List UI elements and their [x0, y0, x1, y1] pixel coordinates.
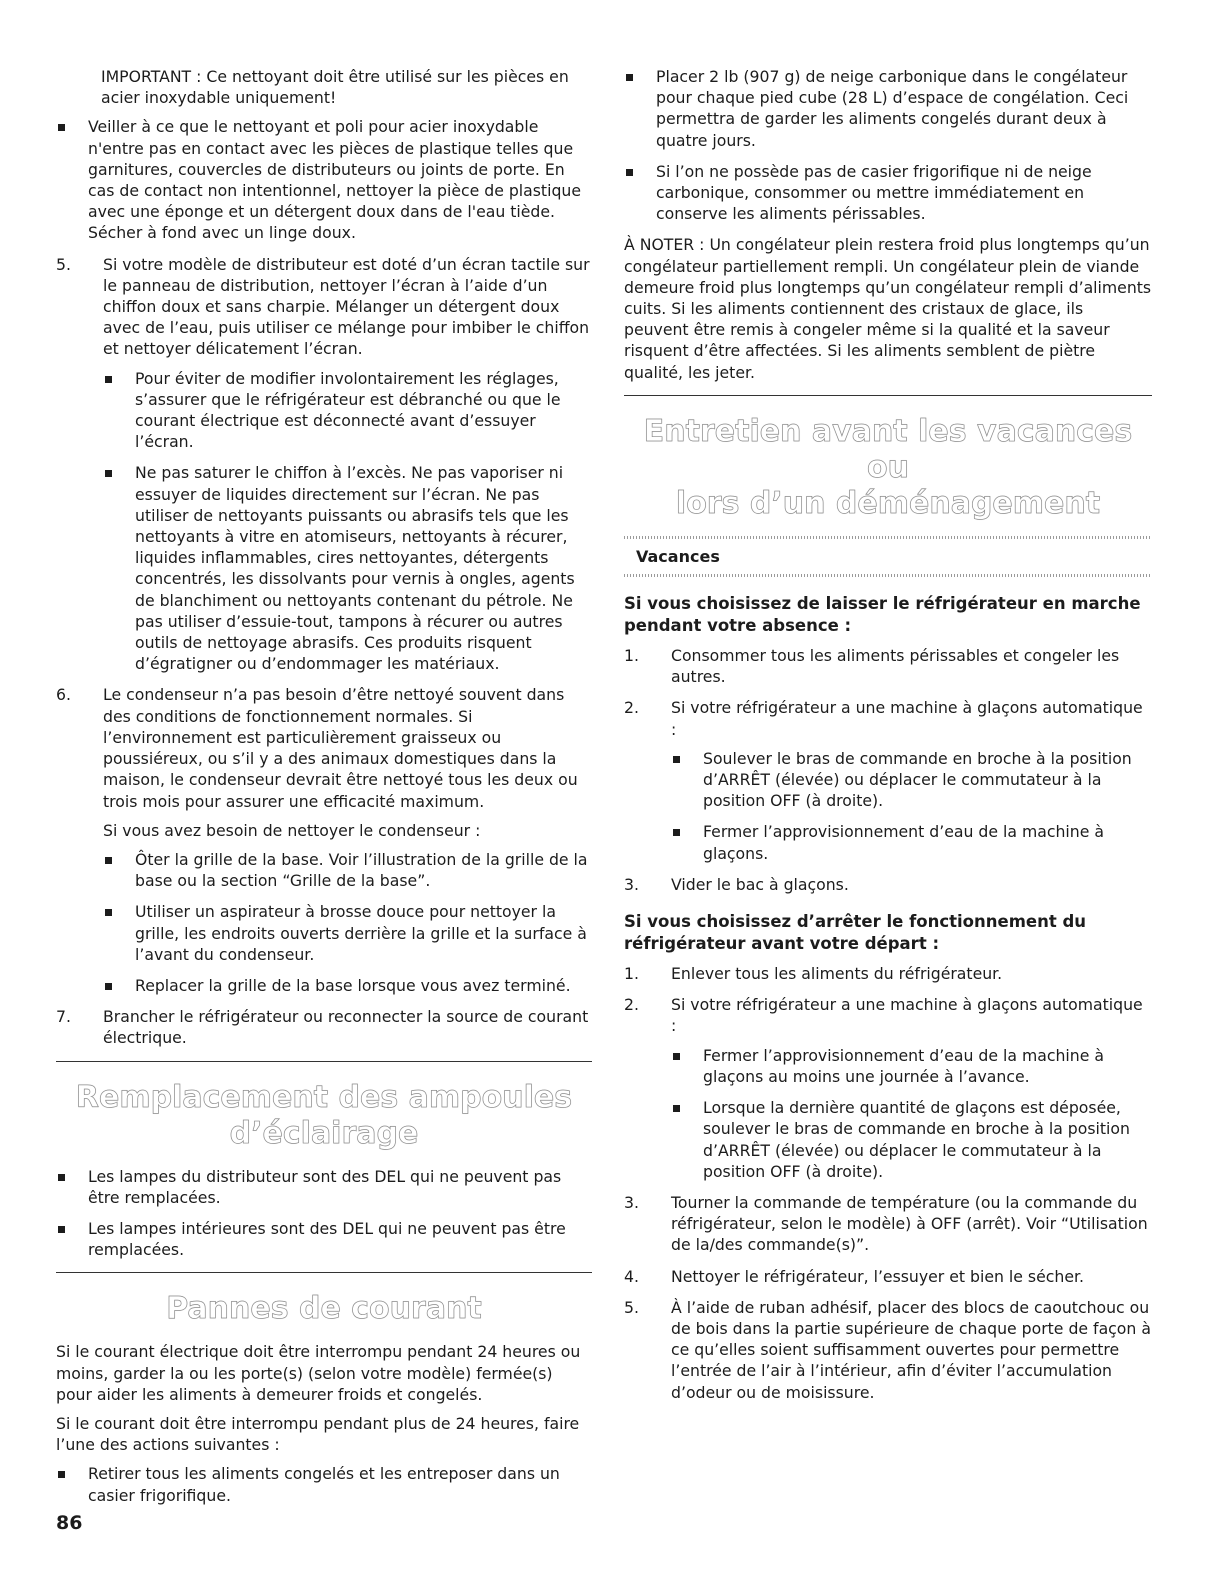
list-item: Retirer tous les aliments congelés et les entreposer dans un casier frigorifique. — [56, 1463, 592, 1505]
list-item — [624, 697, 1152, 863]
section-divider — [56, 1061, 592, 1062]
step-text: Si votre réfrigérateur a une machine à glaçons automatique : — [671, 995, 1143, 1036]
cleaning-steps — [56, 254, 592, 1049]
step-text: Tourner la commande de température (ou la commande du réfrigérateur, selon le modèle) à OFF (arrêt). Voir “Utilisation de la/des commande(s)”. — [671, 1192, 1148, 1255]
list-item: Veiller à ce que le nettoyant et poli pour acier inoxydable n'entre pas en contact avec les pièces de plastique telles que garnitures, couvercles de distributeurs ou joints de porte. En cas de contact non intentionnel, nettoyer la pièce de plastique avec une éponge et un détergent doux dans de l'eau tiède. Sécher à fond avec un linge doux. — [56, 116, 592, 243]
step-number: 3. — [624, 874, 639, 894]
stop-steps — [624, 963, 1152, 1403]
important-bullets — [56, 116, 592, 243]
lamps-section-title: Remplacement des ampoules d’éclairage — [75, 1079, 573, 1151]
step-text: Consommer tous les aliments périssables et congeler les autres. — [671, 646, 1120, 687]
list-item: Les lampes du distributeur sont des DEL qui ne peuvent pas être remplacées. — [56, 1166, 592, 1208]
power-bullets — [56, 1463, 592, 1505]
step-number: 1. — [624, 964, 639, 984]
step-number: 2. — [624, 995, 639, 1015]
list-item: Soulever le bras de commande en broche à la position d’ARRÊT (élevée) ou déplacer le commutateur à la position OFF (à droite). — [671, 748, 1152, 812]
step-5 — [56, 254, 592, 675]
step-text: Si votre réfrigérateur a une machine à glaçons automatique : — [671, 698, 1143, 739]
step-bullets — [103, 849, 592, 996]
list-item — [624, 1266, 1152, 1287]
step-7 — [56, 1006, 592, 1048]
list-item: Si l’on ne possède pas de casier frigorifique ni de neige carbonique, consommer ou mettre immédiatement en conserve les aliments périssables. — [624, 161, 1152, 225]
power-section-title: Pannes de courant — [166, 1291, 482, 1327]
vacation-section-title — [624, 414, 1152, 522]
section-divider — [56, 1272, 592, 1273]
step-number: 1. — [624, 646, 639, 666]
step-6 — [56, 684, 592, 996]
right-column — [624, 66, 1152, 1413]
step-bullets — [671, 748, 1152, 864]
title-line: Entretien avant les vacances ou — [643, 413, 1133, 485]
step-text: Brancher le réfrigérateur ou reconnecter la source de courant électrique. — [103, 1007, 589, 1048]
list-item: Les lampes intérieures sont des DEL qui ne peuvent pas être remplacées. — [56, 1218, 592, 1260]
step-number: 2. — [624, 698, 639, 718]
list-item: Pour éviter de modifier involontairement les réglages, s’assurer que le réfrigérateur est débranché ou que le courant électrique est déconnecté avant d’essuyer l’écran. — [103, 368, 592, 453]
freezer-note: À NOTER : Un congélateur plein restera froid plus longtemps qu’un congélateur partiellement rempli. Un congélateur plein de viande demeure froid plus longtemps qu’un congélateur rempli d’aliments cuits. Si les aliments contiennent des cristaux de glace, ils peuvent être remis à congeler même si la qualité et la saveur risquent d’être affectées. Si les aliments semblent de piètre qualité, les jeter. — [624, 235, 1152, 382]
list-item: Fermer l’approvisionnement d’eau de la machine à glaçons. — [671, 821, 1152, 863]
left-column — [56, 66, 592, 1516]
step-text: Enlever tous les aliments du réfrigérateur. — [671, 964, 1003, 984]
step-text: Nettoyer le réfrigérateur, l’essuyer et bien le sécher. — [671, 1266, 1084, 1286]
list-item: Placer 2 lb (907 g) de neige carbonique dans le congélateur pour chaque pied cube (28 L) d’espace de congélation. Ceci permettra de garder les aliments congelés durant deux à quatre jours. — [624, 66, 1152, 151]
list-item — [624, 645, 1152, 687]
step-text: Le condenseur n’a pas besoin d’être nettoyé souvent dans des conditions de fonctionnement normales. Si l’environnement est particulièrement graisseux ou poussiéreux, ou s’il y a des animaux domestiques dans la maison, le condenseur devrait être nettoyé tous les deux ou trois mois pour assurer une efficacité maximum. — [103, 685, 578, 811]
step-number: 5. — [56, 254, 71, 274]
dotted-rule — [624, 536, 1152, 539]
vacances-subtitle: Vacances — [636, 546, 720, 566]
list-item: Ôter la grille de la base. Voir l’illustration de la grille de la base ou la section “Grille de la base”. — [103, 849, 592, 891]
step-text: Vider le bac à glaçons. — [671, 874, 849, 894]
list-item: Ne pas saturer le chiffon à l’excès. Ne pas vaporiser ni essuyer de liquides directement sur l’écran. Ne pas utiliser de nettoyants puissants ou abrasifs tels que les nettoyants à vitre en atomiseurs, nettoyants à récurer, liquides inflammables, cires nettoyantes, détergents concentrés, les dissolvants pour vernis à ongles, agents de blanchiment ou nettoyants contenant du pétrole. Ne pas utiliser d’essuie-tout, tampons à récurer ou autres outils de nettoyage abrasifs. Ces produits risquent d’égratigner ou d’endommager les matériaux. — [103, 462, 592, 674]
list-item: Fermer l’approvisionnement d’eau de la machine à glaçons au moins une journée à l’avance. — [671, 1045, 1152, 1087]
list-item: Lorsque la dernière quantité de glaçons est déposée, soulever le bras de commande en broche à la position d’ARRÊT (élevée) ou déplacer le commutateur à la position OFF (à droite). — [671, 1097, 1152, 1182]
section-divider — [624, 395, 1152, 396]
list-item: Replacer la grille de la base lorsque vous avez terminé. — [103, 975, 592, 996]
list-item: Utiliser un aspirateur à brosse douce pour nettoyer la grille, les endroits ouverts derrière la grille et la surface à l’avant du condenseur. — [103, 901, 592, 965]
list-item — [624, 963, 1152, 984]
list-item — [624, 1192, 1152, 1256]
step-number: 3. — [624, 1192, 639, 1212]
step-bullets — [103, 368, 592, 675]
step-number: 6. — [56, 685, 71, 705]
stop-heading: Si vous choisissez d’arrêter le fonctionnement du réfrigérateur avant votre départ : — [624, 912, 1087, 954]
dotted-rule — [624, 574, 1152, 577]
step-number: 7. — [56, 1007, 71, 1027]
page-number: 86 — [56, 1512, 83, 1534]
lamps-bullets — [56, 1166, 592, 1261]
power-paragraph: Si le courant doit être interrompu pendant plus de 24 heures, faire l’une des actions suivantes : — [56, 1413, 580, 1455]
step-note: Si vous avez besoin de nettoyer le condenseur : — [103, 820, 481, 840]
list-item — [624, 1297, 1152, 1403]
step-number: 4. — [624, 1266, 639, 1286]
step-bullets — [671, 1045, 1152, 1182]
list-item — [624, 994, 1152, 1182]
step-text: À l’aide de ruban adhésif, placer des blocs de caoutchouc ou de bois dans la partie supérieure de chaque porte de façon à ce qu’elles soient suffisamment ouvertes pour permettre l’entrée de l’air à l’intérieur, afin d’éviter l’accumulation d’odeur ou de moisissure. — [671, 1297, 1151, 1402]
keep-running-heading: Si vous choisissez de laisser le réfrigérateur en marche pendant votre absence : — [624, 594, 1141, 636]
list-item — [624, 874, 1152, 895]
step-number: 5. — [624, 1297, 639, 1317]
power-bullets-continued — [624, 66, 1152, 224]
title-line: lors d’un déménagement — [675, 485, 1101, 521]
keep-running-steps — [624, 645, 1152, 895]
important-note: IMPORTANT : Ce nettoyant doit être utilisé sur les pièces en acier inoxydable uniquement! — [101, 67, 569, 108]
power-paragraph: Si le courant électrique doit être interrompu pendant 24 heures ou moins, garder la ou les porte(s) (selon votre modèle) fermée(s) pour aider les aliments à demeurer froids et congelés. — [56, 1342, 581, 1404]
step-text: Si votre modèle de distributeur est doté d’un écran tactile sur le panneau de distribution, nettoyer l’écran à l’aide d’un chiffon doux et sans charpie. Mélanger un détergent doux avec de l’eau, puis utiliser ce mélange pour imbiber le chiffon et nettoyer délicatement l’écran. — [103, 254, 590, 359]
